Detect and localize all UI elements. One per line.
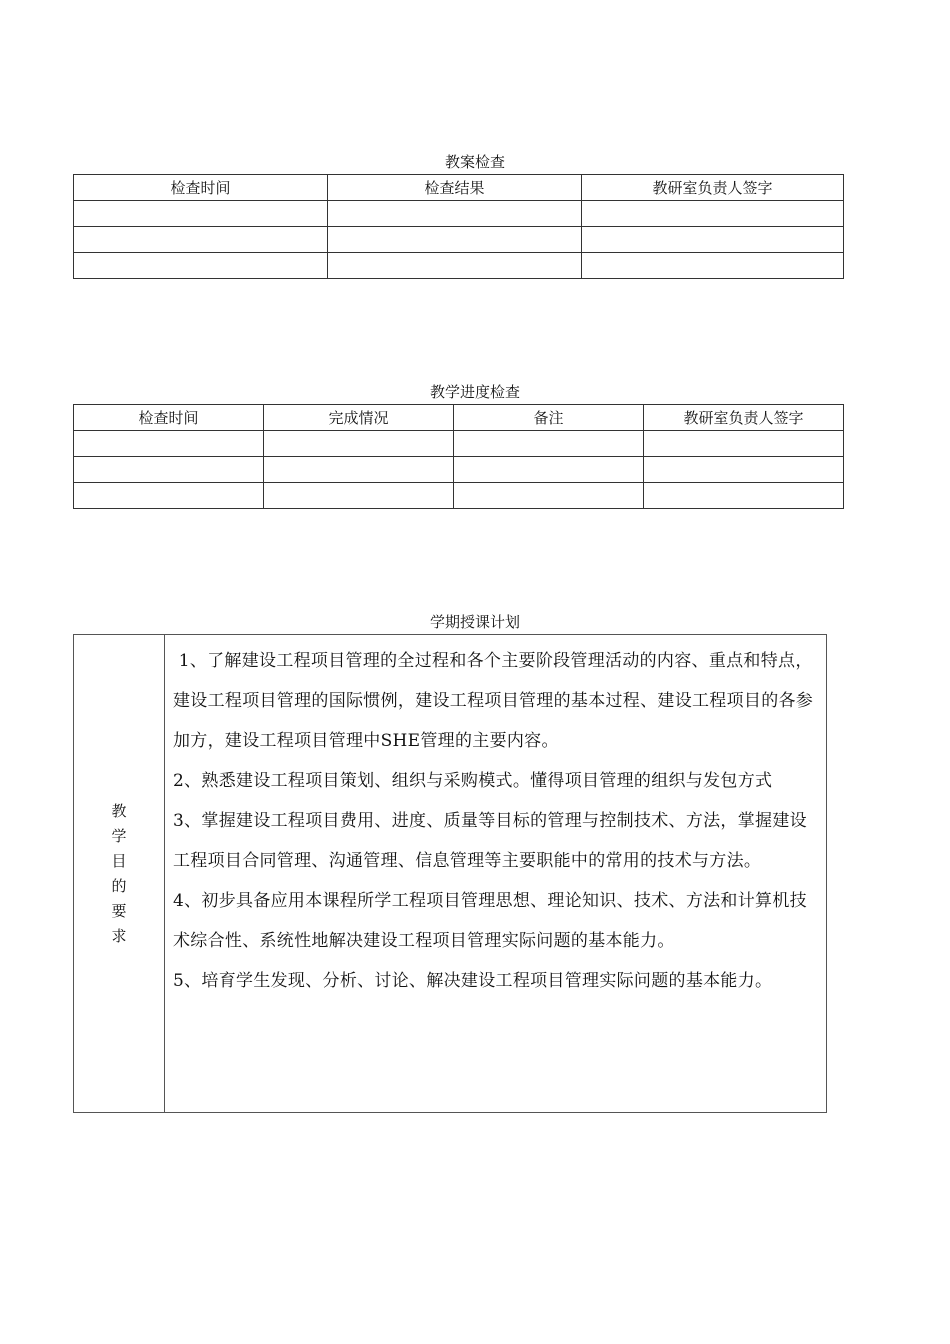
label-char: 求 xyxy=(111,926,127,945)
label-char: 教 xyxy=(111,801,127,820)
column-header-remarks: 备注 xyxy=(454,405,644,431)
table-cell[interactable] xyxy=(74,227,328,253)
column-header-check-time: 检查时间 xyxy=(74,405,264,431)
table-header-row xyxy=(74,405,844,431)
column-header-check-result: 检查结果 xyxy=(328,175,582,201)
table-row xyxy=(74,483,844,509)
progress-check-table xyxy=(73,404,844,509)
table-cell[interactable] xyxy=(454,483,644,509)
table-cell[interactable] xyxy=(454,431,644,457)
table-cell[interactable] xyxy=(644,483,844,509)
table-row xyxy=(74,227,844,253)
table-cell[interactable] xyxy=(328,253,582,279)
table-cell[interactable] xyxy=(74,253,328,279)
label-char: 要 xyxy=(111,901,127,920)
table-cell[interactable] xyxy=(644,431,844,457)
objective-item-4: 4、初步具备应用本课程所学工程项目管理思想、理论知识、技术、方法和计算机技术综合性、系统性地解决建设工程项目管理实际问题的基本能力。 xyxy=(173,891,807,951)
table-cell[interactable] xyxy=(264,431,454,457)
table-header-row xyxy=(74,175,844,201)
label-char: 学 xyxy=(111,826,127,845)
table-cell[interactable] xyxy=(582,227,844,253)
column-header-signature: 教研室负责人签字 xyxy=(644,405,844,431)
lesson-plan-check-table xyxy=(73,174,844,279)
table-cell[interactable] xyxy=(264,457,454,483)
objective-item-1: 1、了解建设工程项目管理的全过程和各个主要阶段管理活动的内容、重点和特点，建设工程项目管理的国际惯例，建设工程项目管理的基本过程、建设工程项目的各参加方，建设工程项目管理中SHE管理的主要内容。 xyxy=(173,651,814,751)
table-cell[interactable] xyxy=(74,457,264,483)
table-cell[interactable] xyxy=(74,483,264,509)
teaching-objectives-label-cell xyxy=(74,635,165,1112)
semester-plan-title: 学期授课计划 xyxy=(429,613,520,631)
table-cell[interactable] xyxy=(328,201,582,227)
table-cell[interactable] xyxy=(264,483,454,509)
table-cell[interactable] xyxy=(74,431,264,457)
table-cell[interactable] xyxy=(74,201,328,227)
progress-check-title: 教学进度检查 xyxy=(429,383,520,401)
table-cell[interactable] xyxy=(644,457,844,483)
lesson-plan-check-title: 教案检查 xyxy=(444,153,505,171)
teaching-objectives-label xyxy=(111,799,126,949)
table-row xyxy=(74,457,844,483)
table-row xyxy=(74,253,844,279)
column-header-completion: 完成情况 xyxy=(264,405,454,431)
column-header-check-time: 检查时间 xyxy=(74,175,328,201)
label-char: 目 xyxy=(111,851,127,870)
objective-item-5: 5、培育学生发现、分析、讨论、解决建设工程项目管理实际问题的基本能力。 xyxy=(173,971,773,991)
objective-item-3: 3、掌握建设工程项目费用、进度、质量等目标的管理与控制技术、方法，掌握建设工程项目合同管理、沟通管理、信息管理等主要职能中的常用的技术与方法。 xyxy=(173,811,807,871)
table-cell[interactable] xyxy=(328,227,582,253)
table-cell[interactable] xyxy=(454,457,644,483)
semester-plan-table xyxy=(73,634,827,1113)
table-cell[interactable] xyxy=(582,201,844,227)
teaching-objectives-content xyxy=(165,635,826,1112)
table-row xyxy=(74,431,844,457)
column-header-signature: 教研室负责人签字 xyxy=(582,175,844,201)
objective-item-2: 2、熟悉建设工程项目策划、组织与采购模式。懂得项目管理的组织与发包方式 xyxy=(173,771,773,791)
table-row xyxy=(74,201,844,227)
label-char: 的 xyxy=(111,876,127,895)
table-cell[interactable] xyxy=(582,253,844,279)
